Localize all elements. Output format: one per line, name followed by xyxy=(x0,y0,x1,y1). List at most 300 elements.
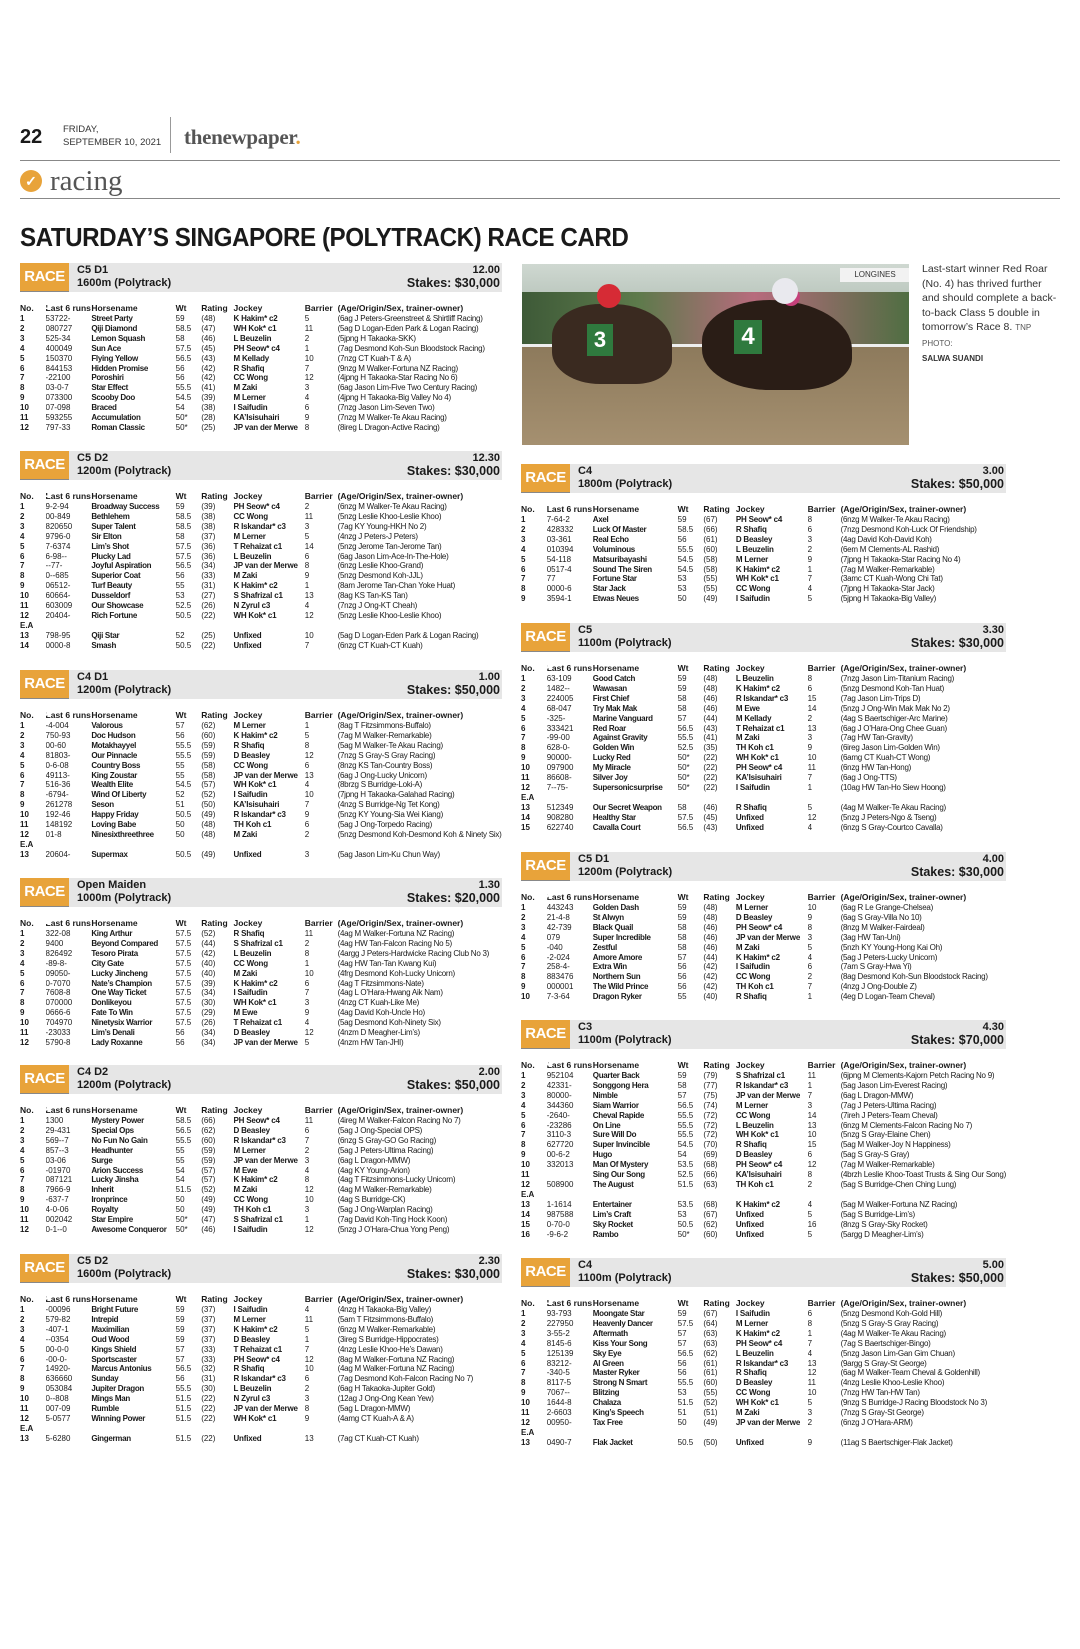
runner-owner: (5ag S Burridge-Chen Ching Lung) xyxy=(840,1179,957,1189)
runner-no: 9 xyxy=(521,1150,526,1160)
runner-rating: (60) xyxy=(703,1229,718,1239)
runner-wt: 50.5 xyxy=(677,1437,694,1447)
runner-owner: (7ag M Walker-Remarkable) xyxy=(840,564,935,574)
column-header-wt: Wt xyxy=(175,303,187,313)
runner-rating: (59) xyxy=(201,1155,216,1165)
runner-barrier: 7 xyxy=(304,640,310,650)
runner-jockey: CC Wong xyxy=(233,1195,268,1205)
runner-rating: (63) xyxy=(703,1328,718,1338)
runner-no: 7 xyxy=(20,988,25,998)
race-badge: RACE 10 xyxy=(521,1020,570,1048)
runner-owner: (6ag J O’Hara-Ong Chee Guan) xyxy=(840,723,947,733)
runner-row xyxy=(20,1175,502,1185)
runner-owner: (7ag Desmond Koh-Sun Bloodstock Racing) xyxy=(337,343,485,353)
race-badge: RACE 5 xyxy=(20,1065,69,1093)
runner-last6: -2-024 xyxy=(546,952,570,962)
runner-horse: Entertainer xyxy=(592,1199,632,1209)
runner-jockey: PH Seow* c4 xyxy=(233,1354,280,1364)
runner-barrier: 12 xyxy=(304,1354,314,1364)
runner-no: 11 xyxy=(20,601,29,611)
runner-owner: (4ag S Burridge-CK) xyxy=(337,1195,406,1205)
runner-jockey: R Shafiq xyxy=(735,802,767,812)
runner-rating: (38) xyxy=(201,521,216,531)
runner-last6: -6794- xyxy=(45,790,69,800)
runner-last6: -040 xyxy=(546,942,563,952)
runner-no: 2 xyxy=(521,524,526,534)
runner-horse: Beyond Compared xyxy=(91,938,158,948)
runner-last6: 797-33 xyxy=(45,422,71,432)
runner-wt: 56 xyxy=(175,363,185,373)
runner-rating: (63) xyxy=(703,1338,718,1348)
runner-jockey: M Zaki xyxy=(735,1408,760,1418)
runner-last6: -01970 xyxy=(45,1165,71,1175)
runner-wt: 57.5 xyxy=(175,938,192,948)
runner-last6: 0000-6 xyxy=(546,584,572,594)
runner-last6: 9-2-94 xyxy=(45,502,69,511)
runner-horse xyxy=(91,840,175,850)
runner-wt xyxy=(678,793,704,803)
runner-last6: 7-3-64 xyxy=(546,992,570,1002)
runner-wt: 50 xyxy=(677,594,687,604)
runner-horse: Scooby Doo xyxy=(91,393,135,403)
runner-jockey: M Zaki xyxy=(735,942,760,952)
runner-rating: (37) xyxy=(201,1334,216,1344)
runner-row xyxy=(20,1038,502,1048)
runner-last6: 073300 xyxy=(45,393,73,403)
runner-jockey: K Hakim* c2 xyxy=(735,1199,780,1209)
runner-owner: (5ag J Ong-Special OPS) xyxy=(337,1125,423,1135)
runner-last6: 60664- xyxy=(45,591,71,601)
runners-table xyxy=(521,891,1006,1002)
runner-no: 11 xyxy=(20,1215,29,1225)
runner-barrier: 12 xyxy=(304,1028,314,1038)
race-8-card xyxy=(521,623,1006,833)
column-header-owner: (Age/Origin/Sex, trainer-owner) xyxy=(840,504,967,514)
runner-horse: Rich Fortune xyxy=(91,610,138,620)
race-distance: 1600m (Polytrack) xyxy=(77,1268,172,1280)
runner-last6: -637-7 xyxy=(45,1195,69,1205)
runner-last6: 7966-9 xyxy=(45,1185,71,1195)
runner-owner: (8ag Desmond Koh-Sun Bloodstock Racing) xyxy=(840,972,988,982)
runner-horse: Bright Future xyxy=(91,1305,139,1314)
runner-horse: Cavalla Court xyxy=(592,822,641,832)
runner-barrier: 12 xyxy=(304,1185,314,1195)
runner-rating: (42) xyxy=(703,962,718,972)
runner-wt: 57.5 xyxy=(677,1318,694,1328)
runner-barrier: 7 xyxy=(304,363,310,373)
runner-horse: Star Effect xyxy=(91,383,129,393)
runner-no: 6 xyxy=(20,551,25,561)
runner-row xyxy=(20,561,502,571)
runner-owner: (9argg S Gray-St George) xyxy=(840,1358,927,1368)
runner-horse: Super Invincible xyxy=(592,1140,650,1150)
column-header-no: No. xyxy=(20,491,34,501)
runner-owner: (5ag Jason Lim-Everest Racing) xyxy=(840,1080,948,1090)
runner-row xyxy=(20,601,502,611)
race-info-bar xyxy=(570,1258,1006,1287)
runner-jockey: WH Kok* c1 xyxy=(233,780,277,790)
runner-row xyxy=(521,574,1006,584)
runner-barrier: 5 xyxy=(807,942,813,952)
runner-barrier: 8 xyxy=(304,948,310,958)
runner-owner: (6ag J Ong-Lucky Unicorn) xyxy=(337,770,427,780)
runner-jockey: R Shafiq xyxy=(233,363,265,373)
runner-last6: -340-5 xyxy=(546,1368,570,1378)
race-time: 1.00 xyxy=(478,671,500,683)
race-badge: RACE 6 xyxy=(20,1254,69,1282)
runner-last6: 20404- xyxy=(45,610,71,620)
runner-jockey: KA’Isisuhairi xyxy=(233,800,280,810)
runner-no: 7 xyxy=(20,373,25,383)
runner-rating: (62) xyxy=(201,1125,216,1135)
column-header-last6: Last 6 runs xyxy=(546,1060,593,1070)
runner-last6: 883476 xyxy=(546,972,574,982)
runner-no: 8 xyxy=(20,571,25,581)
runner-jockey: D Beasley xyxy=(233,750,270,760)
runner-row xyxy=(521,555,1006,565)
runner-owner: (12ag J Ong-Ong Kean Yew) xyxy=(337,1394,434,1404)
runner-barrier: 7 xyxy=(807,1090,813,1100)
runner-row xyxy=(20,403,502,413)
runner-owner: (5ag D Logan-Eden Park & Logan Racing) xyxy=(337,323,479,333)
runner-last6: -23033 xyxy=(45,1028,71,1038)
runner-wt: 56 xyxy=(677,1368,687,1378)
runner-rating: (52) xyxy=(703,1398,718,1408)
column-header-last6: Last 6 runs xyxy=(45,710,91,720)
runner-wt: 58 xyxy=(677,942,687,952)
runner-barrier: 4 xyxy=(304,1018,310,1028)
runner-no: 7 xyxy=(20,1175,25,1185)
runner-last6: -2640- xyxy=(546,1110,570,1120)
runner-rating: (27) xyxy=(201,591,216,601)
runner-last6: 0-1--0 xyxy=(45,1224,67,1234)
race-time: 5.00 xyxy=(982,1259,1004,1271)
runner-last6: 03-0-7 xyxy=(45,383,69,393)
runner-owner xyxy=(338,621,502,631)
race-stakes: Stakes: $30,000 xyxy=(910,865,1004,879)
runner-jockey: KA’Isisuhairi xyxy=(735,773,782,783)
runner-no: 7 xyxy=(521,962,526,972)
runner-owner: (10ag HW Tan-Ho Siew Hoong) xyxy=(840,782,946,792)
runner-owner: (7ireh J Peters-Team Cheval) xyxy=(840,1110,938,1120)
column-header-wt: Wt xyxy=(677,892,689,902)
runner-rating: (61) xyxy=(703,1358,718,1368)
runner-last6: 1644-8 xyxy=(546,1398,572,1408)
runner-jockey: TH Koh c1 xyxy=(735,982,774,992)
runner-horse: Happy Friday xyxy=(91,810,139,820)
runner-jockey: JP van der Merwe xyxy=(735,1417,801,1427)
column-header-barrier: Barrier xyxy=(304,491,333,501)
runner-row xyxy=(20,1116,502,1126)
runner-horse: Marcus Antonius xyxy=(91,1364,152,1374)
runner-wt: 54.5 xyxy=(175,780,192,790)
runner-last6: 21-4-8 xyxy=(546,912,570,922)
runner-barrier: 11 xyxy=(304,929,314,938)
runner-row xyxy=(20,1404,502,1414)
runner-wt: 51.5 xyxy=(175,1394,192,1404)
race-badge: RACE 11 xyxy=(521,1258,570,1286)
race-badge: RACE 1 xyxy=(20,263,69,291)
runner-owner: (7ag Desmond Koh-Falcon Racing No 7) xyxy=(337,1374,474,1384)
race-class: C4 D2 xyxy=(77,1066,109,1078)
runner-horse: Lim’s Shot xyxy=(91,541,129,551)
runner-wt: 51 xyxy=(677,1408,687,1418)
section-header xyxy=(20,165,1060,199)
runner-owner: (5nzg S Gray-Elaine Chen) xyxy=(840,1130,931,1140)
runner-row xyxy=(521,823,1006,833)
runner-rating: (34) xyxy=(201,1028,216,1038)
runner-jockey: R Shafiq xyxy=(233,740,265,750)
runner-row xyxy=(20,552,502,562)
page-number: 22 xyxy=(20,126,43,148)
column-header-barrier: Barrier xyxy=(304,1105,333,1115)
runner-rating: (66) xyxy=(703,1170,718,1180)
runner-no: 13 xyxy=(521,802,530,812)
column-header-jockey: Jockey xyxy=(735,663,765,673)
column-header-last6: Last 6 runs xyxy=(45,918,91,928)
runner-wt: 54.5 xyxy=(677,564,694,574)
runner-jockey: M Kellady xyxy=(233,353,270,363)
runner-barrier: 12 xyxy=(807,812,817,822)
runner-barrier: 9 xyxy=(807,912,813,922)
runner-row xyxy=(20,741,502,751)
runner-rating: (58) xyxy=(201,760,216,770)
runner-no: 8 xyxy=(20,1374,25,1384)
runner-no: 12 xyxy=(521,1179,530,1189)
runner-barrier: 3 xyxy=(304,1394,310,1404)
race-class: Open Maiden xyxy=(77,879,147,891)
runner-no: 9 xyxy=(521,1388,526,1398)
runner-horse: Against Gravity xyxy=(592,733,648,743)
runner-horse: Qiji Star xyxy=(91,630,120,640)
runner-horse: Star Empire xyxy=(91,1215,133,1225)
runner-barrier: 2 xyxy=(304,333,310,343)
runner-no: 10 xyxy=(521,1160,530,1170)
runner-jockey: K Hakim* c2 xyxy=(233,1324,278,1334)
runner-no: 2 xyxy=(521,912,526,922)
runner-rating: (48) xyxy=(201,829,216,839)
runner-wt: 55.5 xyxy=(175,1135,192,1145)
runner-owner: (9nzg S Burridge-J Racing Bloodstock No 3) xyxy=(840,1398,988,1408)
race-badge: RACE 2 xyxy=(20,451,69,479)
race-badge: RACE 9 xyxy=(521,852,570,880)
emergency-acceptor-label xyxy=(521,1428,1006,1438)
runner-row xyxy=(521,1160,1006,1170)
runner-barrier: 4 xyxy=(807,822,813,832)
runner-row xyxy=(521,943,1006,953)
runner-horse: Axel xyxy=(592,515,609,524)
runner-owner: (7ag Jason Lim-Trips D) xyxy=(840,693,921,703)
runner-barrier: 3 xyxy=(807,932,813,942)
runner-wt: 55 xyxy=(175,581,185,591)
runners-table xyxy=(20,709,502,860)
runner-owner: (7ag CT Kuah-CT Kuah) xyxy=(337,1433,419,1443)
runner-no: 6 xyxy=(521,952,526,962)
runner-owner: (4ag S Baertschiger-Arc Marine) xyxy=(840,713,948,723)
race-stakes: Stakes: $70,000 xyxy=(910,1033,1004,1047)
runner-barrier: 13 xyxy=(304,770,314,780)
runner-owner: (4ireg M Walker-Falcon Racing No 7) xyxy=(337,1116,461,1125)
runner-horse xyxy=(593,793,678,803)
runner-last6: 000001 xyxy=(546,982,574,992)
runner-last6: 224005 xyxy=(546,693,574,703)
runner-rating: (60) xyxy=(201,1135,216,1145)
runner-barrier: 3 xyxy=(304,1155,310,1165)
runner-last6: 1-1614 xyxy=(546,1199,572,1209)
runner-horse: Sky Rocket xyxy=(592,1219,633,1229)
runner-barrier: 8 xyxy=(304,561,310,571)
runner-row xyxy=(20,1384,502,1394)
runner-jockey: S Shafrizal c1 xyxy=(233,591,283,601)
runner-horse xyxy=(593,1190,678,1200)
runner-wt: 58 xyxy=(677,922,687,932)
runner-rating: (67) xyxy=(703,1309,718,1318)
runner-wt: 58.5 xyxy=(175,1116,192,1125)
runner-row xyxy=(521,1329,1006,1339)
runner-owner: (7ag David Koh-Ting Hock Koon) xyxy=(337,1215,448,1225)
runner-rating: (25) xyxy=(201,630,216,640)
runner-barrier: 6 xyxy=(304,403,310,413)
runner-jockey: K Hakim* c2 xyxy=(735,683,780,693)
race-info-bar xyxy=(570,1020,1006,1049)
runner-jockey: M Zaki xyxy=(233,1185,258,1195)
column-header-owner: (Age/Origin/Sex, trainer-owner) xyxy=(840,663,967,673)
runner-rating: (34) xyxy=(201,1037,216,1047)
runner-row xyxy=(20,731,502,741)
runner-last6: 1300 xyxy=(45,1116,64,1125)
runner-no: 14 xyxy=(521,1209,530,1219)
runner-horse: Matsuribayashi xyxy=(592,554,647,564)
runner-row xyxy=(521,1101,1006,1111)
runner-no: 4 xyxy=(521,1100,526,1110)
runner-last6: 512349 xyxy=(546,802,574,812)
runner-last6: 3110-3 xyxy=(546,1130,572,1140)
runner-jockey: M Kellady xyxy=(735,713,772,723)
runner-no: 6 xyxy=(20,1354,25,1364)
runners-table xyxy=(20,1293,502,1444)
runner-jockey: JP van der Merwe xyxy=(233,1404,298,1414)
runner-rating: (72) xyxy=(703,1130,718,1140)
runner-row xyxy=(521,1349,1006,1359)
runner-row xyxy=(20,393,502,403)
runner-row xyxy=(20,591,502,601)
runner-barrier: 8 xyxy=(807,922,813,932)
runner-last6: 0-6-08 xyxy=(45,760,69,770)
runner-no: 1 xyxy=(521,674,526,683)
column-header-wt: Wt xyxy=(175,1105,187,1115)
runner-last6: 14920- xyxy=(45,1364,71,1374)
race-info-bar xyxy=(69,670,502,699)
runner-horse: Marine Vanguard xyxy=(592,713,653,723)
runner-horse: Our Showcase xyxy=(91,601,144,611)
runner-jockey: R Shafiq xyxy=(735,1140,767,1150)
runner-owner: (5nzg KY Young-Sia Wei Kiang) xyxy=(337,810,443,820)
runner-no: 12 xyxy=(20,829,29,839)
race-time: 12.00 xyxy=(472,264,500,276)
runner-wt: 57 xyxy=(677,1338,687,1348)
runner-jockey: S Shafrizal c1 xyxy=(233,1215,283,1225)
runner-barrier: 2 xyxy=(304,938,310,948)
column-header-rating: Rating xyxy=(703,663,730,673)
runner-owner: (7ag HW Tan-Gravity) xyxy=(840,733,913,743)
runner-wt: 52.5 xyxy=(677,1170,694,1180)
runner-no: 13 xyxy=(20,630,29,640)
runner-rating: (40) xyxy=(703,992,718,1002)
runner-last6: 03-06 xyxy=(45,1155,66,1165)
runner-last6: 908280 xyxy=(546,812,574,822)
runner-no: 5 xyxy=(20,541,25,551)
runner-horse: Awesome Conqueror xyxy=(91,1224,167,1234)
runner-horse: Broadway Success xyxy=(91,502,160,511)
runner-wt: 55 xyxy=(175,760,185,770)
runner-barrier: 4 xyxy=(304,393,310,403)
runner-horse: Arion Success xyxy=(91,1165,143,1175)
column-header-last6: Last 6 runs xyxy=(45,491,91,501)
runner-owner: (3amc CT Kuah-Wong Chi Tat) xyxy=(840,574,943,584)
runner-last6: 5-6280 xyxy=(45,1433,71,1443)
runner-last6: 525-34 xyxy=(45,333,71,343)
runner-row xyxy=(521,1378,1006,1388)
runner-rating: (64) xyxy=(703,1318,718,1328)
runner-no: 5 xyxy=(20,968,25,978)
race-time: 4.30 xyxy=(982,1021,1004,1033)
race-info-bar xyxy=(69,451,502,480)
runner-jockey: I Saifudin xyxy=(233,403,268,413)
runner-jockey: K Hakim* c2 xyxy=(735,1328,780,1338)
runner-last6: 1482-- xyxy=(546,683,570,693)
runner-rating: (39) xyxy=(201,393,216,403)
runner-no: 9 xyxy=(20,393,25,403)
runner-wt: 53 xyxy=(677,574,687,584)
photo-sign: LONGINES xyxy=(840,268,909,282)
runner-barrier: 11 xyxy=(807,1378,816,1388)
runner-no: 10 xyxy=(521,992,530,1002)
column-header-no: No. xyxy=(521,504,535,514)
race-time: 1.30 xyxy=(478,879,500,891)
runner-owner: (8am Jerome Tan-Chan Yoke Huat) xyxy=(337,581,456,591)
publication-date xyxy=(63,123,161,149)
runner-jockey: S Shafrizal c1 xyxy=(735,1071,786,1080)
newspaper-logo: thenewpaper. xyxy=(184,125,301,149)
runner-no: 12 xyxy=(20,1037,29,1047)
runner-wt xyxy=(176,621,202,631)
runner-wt: 57 xyxy=(175,721,185,730)
runner-horse: Lady Roxanne xyxy=(91,1037,143,1047)
runner-wt: 53 xyxy=(677,584,687,594)
runner-row xyxy=(521,933,1006,943)
race-badge: RACE 3 xyxy=(20,670,69,698)
runner-last6: 258-4- xyxy=(546,962,570,972)
runner-no: 3 xyxy=(20,740,25,750)
runner-owner: (6nzg CT Kuah-CT Kuah) xyxy=(337,640,423,650)
runner-barrier: 2 xyxy=(807,544,813,554)
runner-wt: 58 xyxy=(677,932,687,942)
runner-rating: (60) xyxy=(703,544,718,554)
runner-row xyxy=(521,1339,1006,1349)
date-day: FRIDAY, xyxy=(63,124,99,135)
runner-wt: 50.5 xyxy=(677,1219,694,1229)
column-header-no: No. xyxy=(20,1105,34,1115)
runner-row xyxy=(20,641,502,651)
runner-row xyxy=(521,1319,1006,1329)
runner-row xyxy=(521,783,1006,793)
runner-horse: Wind Of Liberty xyxy=(91,790,147,800)
runner-barrier: 11 xyxy=(304,1314,314,1324)
column-header-last6: Last 6 runs xyxy=(546,504,593,514)
race-stakes: Stakes: $50,000 xyxy=(406,1078,500,1092)
runners-table xyxy=(20,302,502,433)
runner-last6: 83212- xyxy=(546,1358,572,1368)
